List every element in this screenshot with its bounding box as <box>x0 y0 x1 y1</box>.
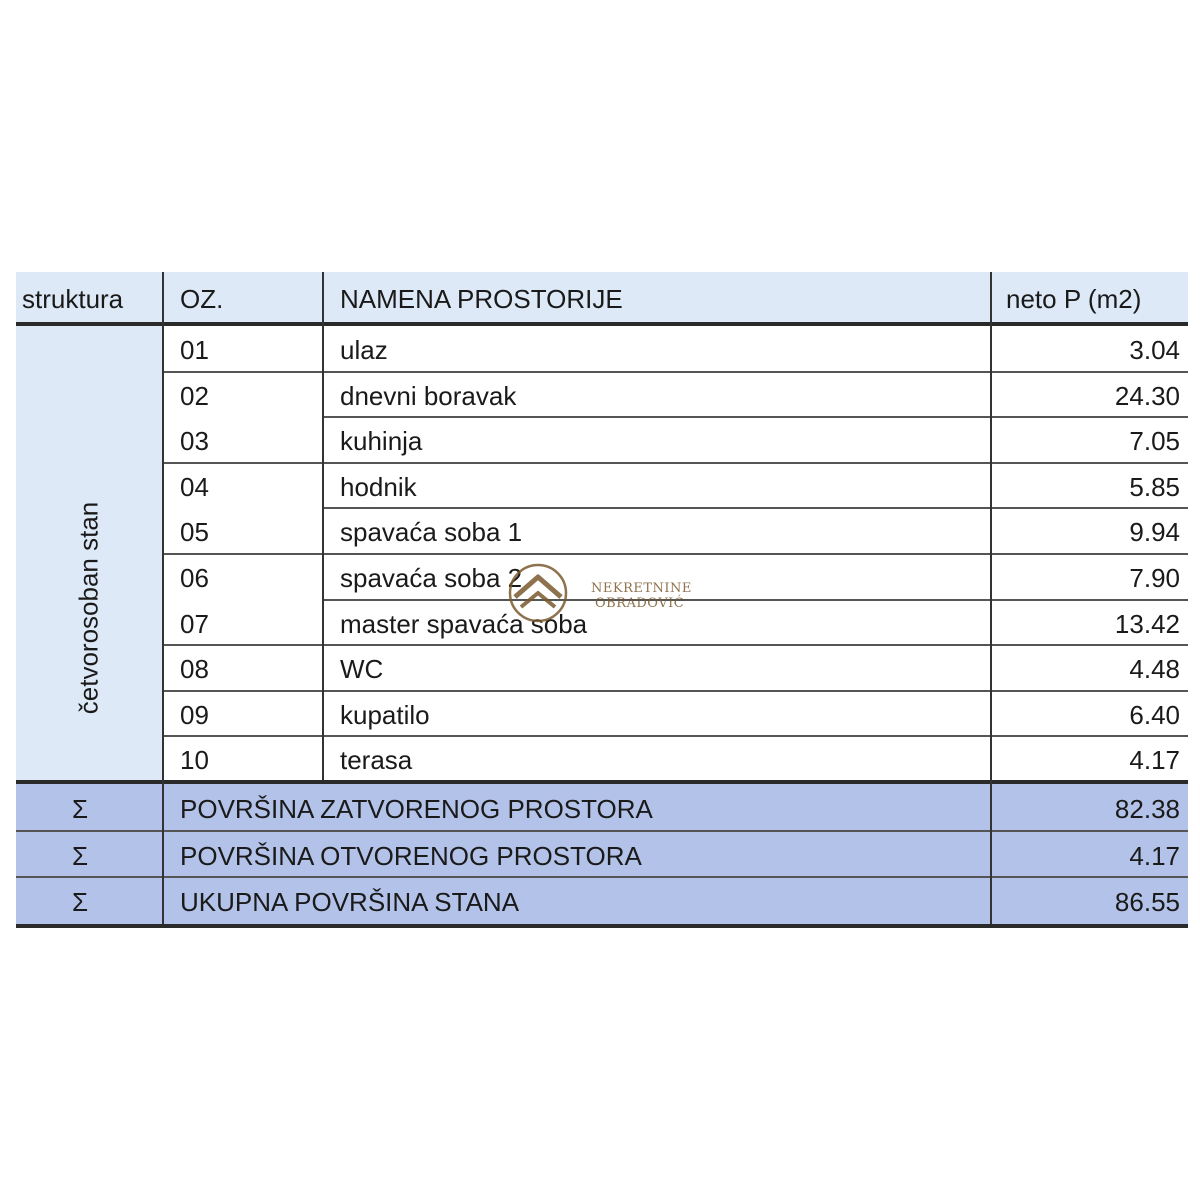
room-code: 01 <box>180 335 209 365</box>
room-code: 03 <box>180 426 209 457</box>
table-row <box>16 372 1188 418</box>
room-code: 10 <box>180 745 209 776</box>
summary-row <box>16 784 1188 831</box>
summary-row <box>16 877 1188 924</box>
room-area: 7.90 <box>1129 563 1180 593</box>
sigma-symbol: Σ <box>72 840 89 871</box>
sigma-symbol: Σ <box>72 794 89 824</box>
room-name: master spavaća soba <box>340 608 588 639</box>
header-net-area: neto P (m2) <box>1006 284 1142 314</box>
room-area: 13.42 <box>1114 608 1180 639</box>
room-name: dnevni boravak <box>340 380 517 411</box>
summary-area: 4.17 <box>1129 840 1180 871</box>
column-divider <box>322 272 324 780</box>
table-row <box>16 508 1188 554</box>
header-code: OZ. <box>180 284 224 314</box>
room-area: 7.05 <box>1129 426 1180 457</box>
room-code: 05 <box>180 517 209 548</box>
watermark-logo <box>505 563 695 623</box>
table-row <box>16 463 1188 509</box>
column-divider <box>990 272 992 924</box>
room-area: 4.48 <box>1129 654 1180 685</box>
room-name: kupatilo <box>340 699 430 730</box>
room-name: spavaća soba 2 <box>340 563 523 593</box>
room-name: kuhinja <box>340 426 423 457</box>
table-row <box>16 645 1188 691</box>
table-row <box>16 326 1188 372</box>
room-area: 5.85 <box>1129 471 1180 502</box>
summary-label: POVRŠINA OTVORENOG PROSTORA <box>180 840 642 871</box>
room-name: hodnik <box>340 471 417 502</box>
summary-area: 86.55 <box>1114 887 1180 918</box>
room-area: 3.04 <box>1129 335 1180 365</box>
summary-divider-bottom <box>16 924 1188 928</box>
summary-row <box>16 831 1188 878</box>
column-divider <box>162 272 164 924</box>
table-row <box>16 736 1188 782</box>
summary-label: POVRŠINA ZATVORENOG PROSTORA <box>180 794 653 824</box>
apartment-type: četvorosoban stan <box>73 501 104 715</box>
header-structure: struktura <box>22 284 124 314</box>
room-code: 07 <box>180 608 209 639</box>
room-area: 24.30 <box>1114 380 1180 411</box>
room-name: WC <box>340 654 384 685</box>
room-area: 4.17 <box>1129 745 1180 776</box>
summary-label: UKUPNA POVRŠINA STANA <box>180 887 520 918</box>
table-row <box>16 417 1188 463</box>
room-code: 04 <box>180 471 209 502</box>
room-code: 08 <box>180 654 209 685</box>
room-name: terasa <box>340 745 413 776</box>
sigma-symbol: Σ <box>72 887 89 918</box>
house-logo-icon <box>505 563 571 623</box>
summary-area: 82.38 <box>1114 794 1180 824</box>
room-code: 06 <box>180 563 209 593</box>
watermark-line1: NEKRETNINE <box>591 581 692 596</box>
room-name: ulaz <box>340 335 388 365</box>
room-code: 02 <box>180 380 209 411</box>
room-name: spavaća soba 1 <box>340 517 523 548</box>
room-area: 6.40 <box>1129 699 1180 730</box>
header-room-purpose: NAMENA PROSTORIJE <box>340 284 623 314</box>
room-area: 9.94 <box>1129 517 1180 548</box>
room-code: 09 <box>180 699 209 730</box>
watermark-line2: OBRADOVIĆ <box>595 596 685 611</box>
table-row <box>16 691 1188 737</box>
